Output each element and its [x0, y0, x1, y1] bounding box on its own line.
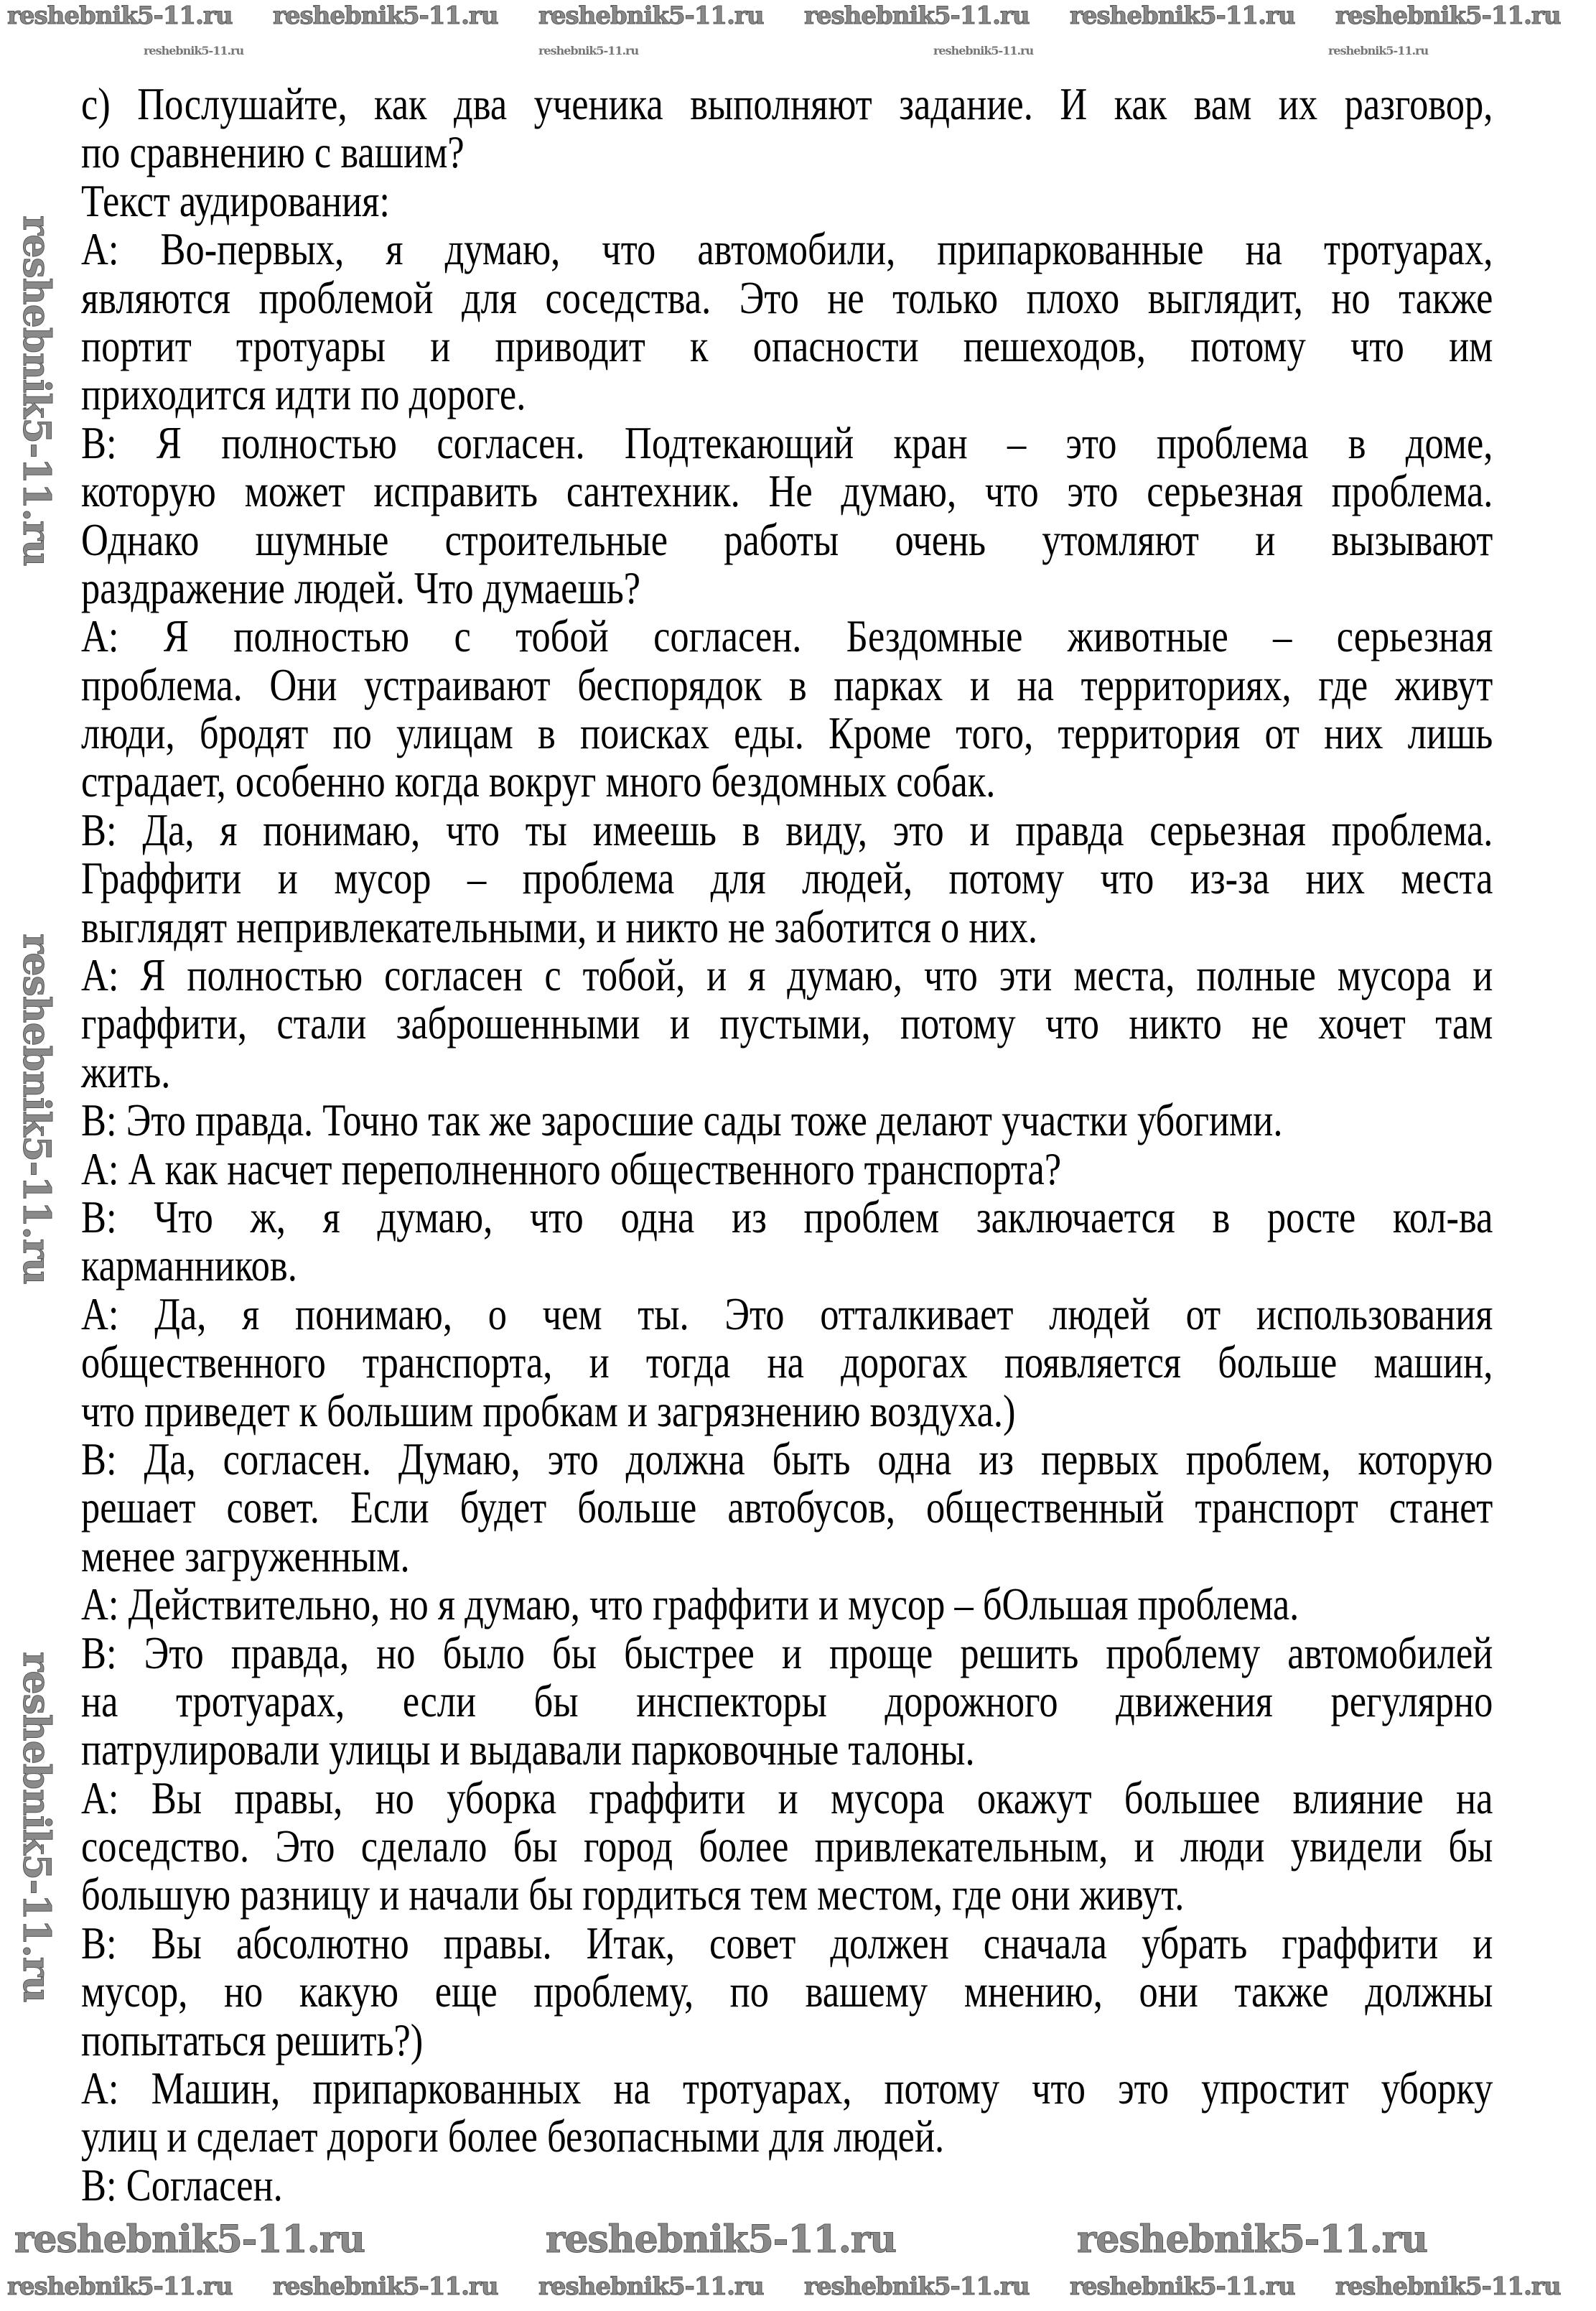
dialogue-paragraph	[81, 177, 1493, 225]
watermark: reshebnik5-11.ru	[538, 2272, 764, 2301]
watermark: reshebnik5-11.ru	[7, 1, 233, 30]
dialogue-paragraph	[81, 806, 1493, 951]
text-line: B: Согласен.	[81, 2159, 283, 2210]
watermark: reshebnik5-11.ru	[273, 2272, 498, 2301]
watermark: reshebnik5-11.ru	[14, 2218, 365, 2261]
text-line: большую разницу и начали бы гордиться тем местом, где они живут.	[81, 1869, 1185, 1920]
watermark: reshebnik5-11.ru	[538, 1, 764, 30]
watermark: reshebnik5-11.ru	[538, 44, 639, 57]
text-line: решает совет. Если будет больше автобусов, общественный транспорт станет	[81, 1482, 1493, 1533]
text-line: A: Да, я понимаю, о чем ты. Это отталкивает людей от использования	[81, 1288, 1493, 1339]
text-line: B: Это правда, но было бы быстрее и проще решить проблему автомобилей	[81, 1627, 1493, 1678]
watermark: reshebnik5-11.ru	[933, 44, 1034, 57]
dialogue-paragraph	[81, 80, 1493, 177]
text-line: B: Я полностью согласен. Подтекающий кран – это проблема в доме,	[81, 417, 1493, 468]
text-line: A: Я полностью согласен с тобой, и я думаю, что эти места, полные мусора и	[81, 949, 1493, 1001]
watermark: reshebnik5-11.ru	[273, 1, 498, 30]
text-line: что приведет к большим пробкам и загрязнению воздуха.)	[81, 1385, 1016, 1436]
dialogue-paragraph	[81, 1919, 1493, 2064]
text-line: являются проблемой для соседства. Это не только плохо выглядит, но также	[81, 271, 1493, 323]
dialogue-paragraph	[81, 2064, 1493, 2161]
dialogue-paragraph	[81, 1774, 1493, 1919]
watermark: reshebnik5-11.ru	[14, 934, 59, 1285]
text-line: портит тротуары и приводит к опасности пешеходов, потому что им	[81, 320, 1493, 371]
dialogue-paragraph	[81, 1580, 1493, 1628]
text-line: страдает, особенно когда вокруг много бездомных собак.	[81, 755, 996, 807]
watermark: reshebnik5-11.ru	[1335, 2272, 1561, 2301]
text-line: B: Это правда. Точно так же заросшие сады тоже делают участки убогими.	[81, 1094, 1283, 1146]
text-line: проблема. Они устраивают беспорядок в парках и на территориях, где живут	[81, 659, 1493, 710]
dialogue-paragraph	[81, 1290, 1493, 1435]
watermark: reshebnik5-11.ru	[804, 2272, 1030, 2301]
dialogue-paragraph	[81, 1145, 1493, 1193]
text-line: улиц и сделает дороги более безопасными для людей.	[81, 2111, 945, 2162]
text-line: B: Вы абсолютно правы. Итак, совет должен сначала убрать граффити и	[81, 1917, 1493, 1968]
text-line: общественного транспорта, и тогда на дорогах появляется больше машин,	[81, 1336, 1493, 1388]
text-line: A: Я полностью с тобой согласен. Бездомные животные – серьезная	[81, 610, 1493, 662]
text-line: A: А как насчет переполненного общественного транспорта?	[81, 1143, 1062, 1194]
text-line: Граффити и мусор – проблема для людей, потому что из-за них места	[81, 852, 1493, 904]
watermark: reshebnik5-11.ru	[546, 2218, 897, 2261]
dialogue-paragraph	[81, 1096, 1493, 1144]
text-line: приходится идти по дороге.	[81, 368, 526, 420]
text-line: A: Машин, припаркованных на тротуарах, потому что это упростит уборку	[81, 2063, 1493, 2114]
watermark: reshebnik5-11.ru	[14, 215, 59, 567]
dialogue-paragraph	[81, 419, 1493, 613]
watermark: reshebnik5-11.ru	[1328, 44, 1429, 57]
watermark: reshebnik5-11.ru	[144, 44, 244, 57]
text-line: Текст аудирования:	[81, 175, 390, 226]
text-line: карманников.	[81, 1240, 297, 1291]
text-line: патрулировали улицы и выдавали парковочные талоны.	[81, 1724, 975, 1775]
watermark: reshebnik5-11.ru	[1070, 1, 1295, 30]
dialogue-paragraph	[81, 951, 1493, 1096]
dialogue-paragraph	[81, 2161, 1493, 2209]
text-line: попытаться решить?)	[81, 2014, 424, 2065]
text-line: c) Послушайте, как два ученика выполняют задание. И как вам их разговор,	[81, 78, 1493, 129]
text-line: люди, бродят по улицам в поисках еды. Кроме того, территория от них лишь	[81, 707, 1493, 759]
text-line: A: Во-первых, я думаю, что автомобили, припаркованные на тротуарах,	[81, 223, 1493, 275]
text-line: которую может исправить сантехник. Не думаю, что это серьезная проблема.	[81, 465, 1493, 517]
text-line: выглядят непривлекательными, и никто не заботится о них.	[81, 901, 1037, 952]
watermark: reshebnik5-11.ru	[7, 2272, 233, 2301]
watermark: reshebnik5-11.ru	[1077, 2218, 1428, 2261]
watermark: reshebnik5-11.ru	[14, 1652, 59, 2003]
dialogue-paragraph	[81, 612, 1493, 806]
text-line: B: Да, согласен. Думаю, это должна быть одна из первых проблем, которую	[81, 1433, 1493, 1484]
text-line: соседство. Это сделало бы город более привлекательным, и люди увидели бы	[81, 1821, 1493, 1872]
dialogue-paragraph	[81, 1629, 1493, 1774]
text-line: по сравнению с вашим?	[81, 126, 465, 178]
text-line: B: Что ж, я думаю, что одна из проблем заключается в росте кол-ва	[81, 1191, 1493, 1242]
text-line: Однако шумные строительные работы очень утомляют и вызывают	[81, 513, 1493, 565]
watermark: reshebnik5-11.ru	[804, 1, 1030, 30]
text-line: A: Вы правы, но уборка граффити и мусора окажут большее влияние на	[81, 1772, 1493, 1823]
text-line: менее загруженным.	[81, 1530, 410, 1581]
text-line: граффити, стали заброшенными и пустыми, потому что никто не хочет там	[81, 998, 1493, 1049]
watermark: reshebnik5-11.ru	[1335, 1, 1561, 30]
dialogue-paragraph	[81, 1435, 1493, 1580]
text-line: B: Да, я понимаю, что ты имеешь в виду, это и правда серьезная проблема.	[81, 804, 1493, 855]
text-line: A: Действительно, но я думаю, что граффити и мусор – бОльшая проблема.	[81, 1578, 1299, 1630]
text-line: жить.	[81, 1046, 171, 1097]
dialogue-paragraph	[81, 1193, 1493, 1290]
text-line: мусор, но какую еще проблему, по вашему мнению, они также должны	[81, 1966, 1493, 2017]
watermark: reshebnik5-11.ru	[1070, 2272, 1295, 2301]
text-line: раздражение людей. Что думаешь?	[81, 562, 641, 613]
dialogue-paragraph	[81, 225, 1493, 419]
text-line: на тротуарах, если бы инспекторы дорожного движения регулярно	[81, 1675, 1493, 1726]
document-body	[81, 80, 1493, 2209]
